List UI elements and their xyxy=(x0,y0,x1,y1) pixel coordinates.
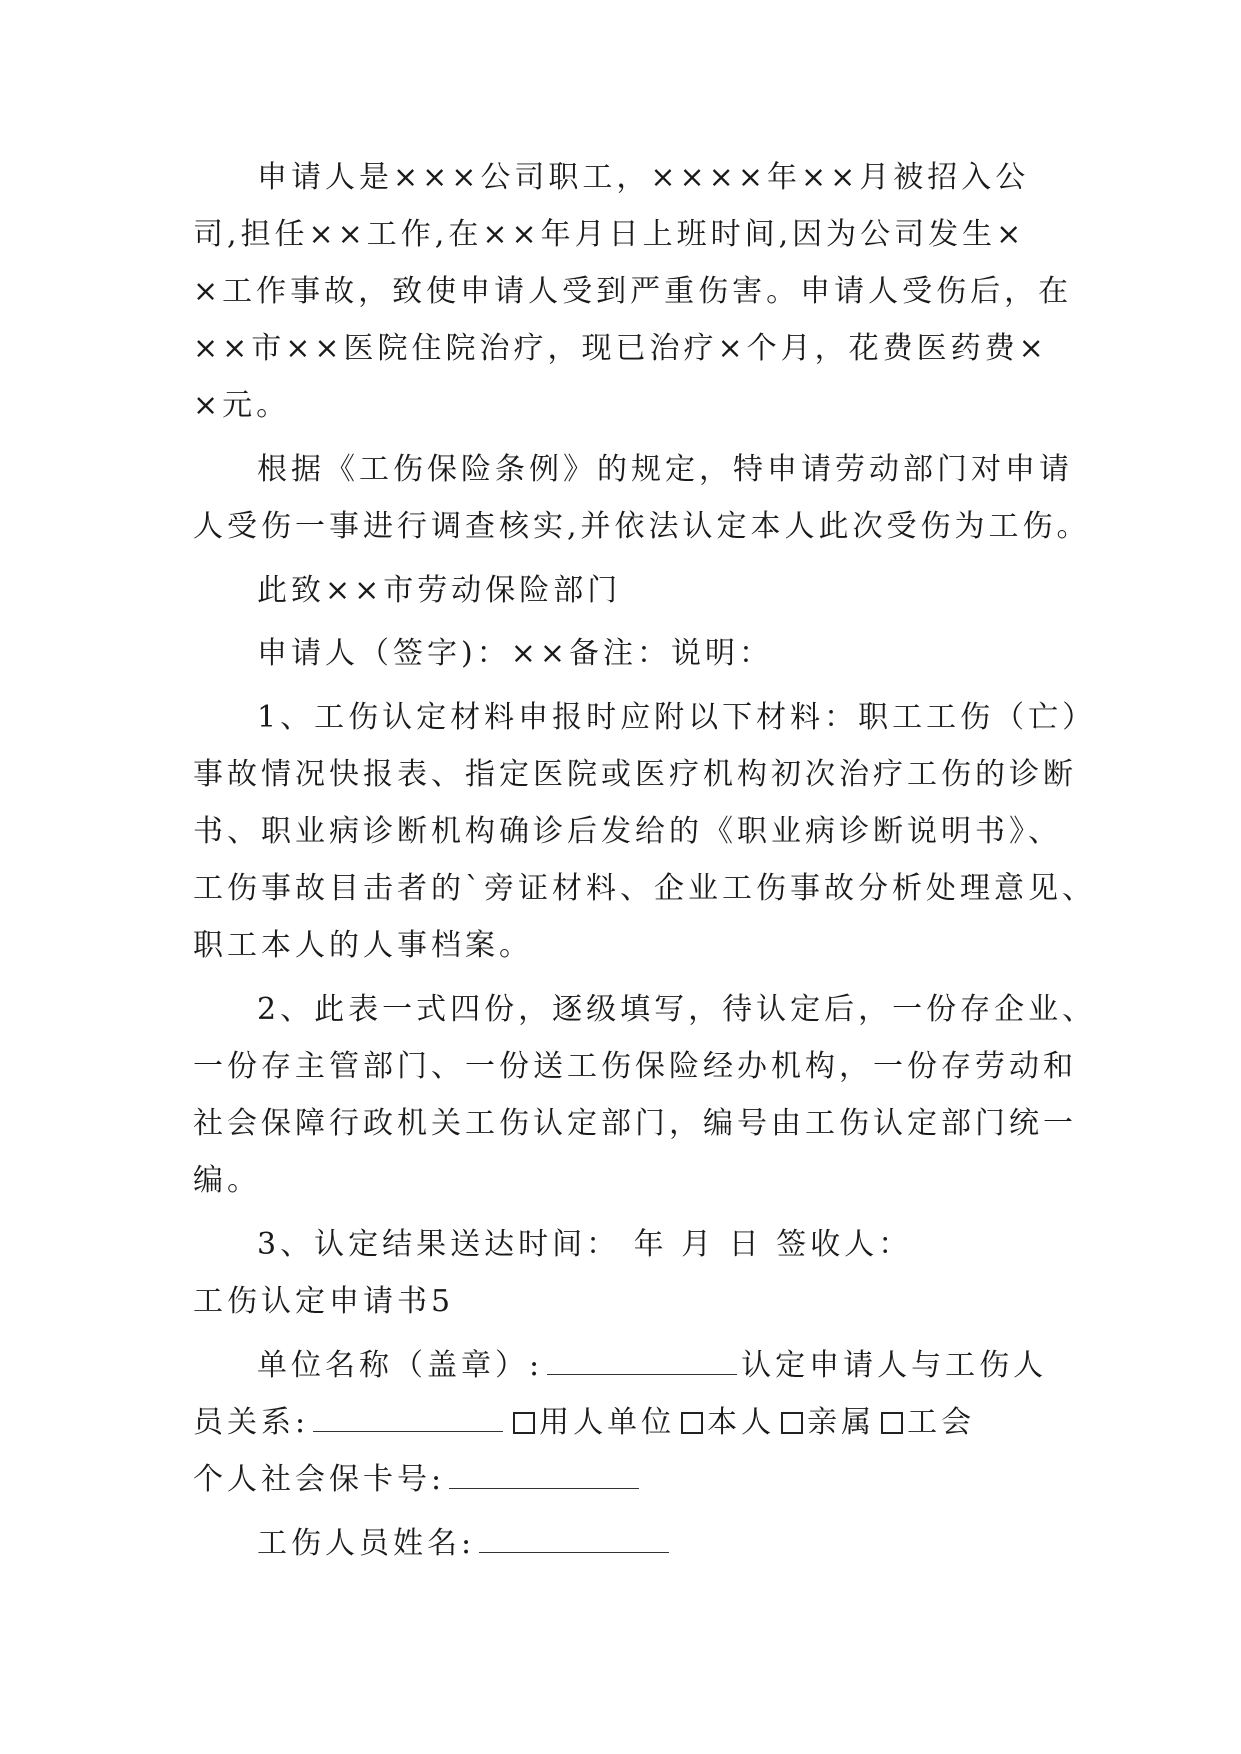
unit-name-row xyxy=(257,1346,1047,1386)
note-2-line-3: 社会保障行政机关工伤认定部门，编号由工伤认定部门统一 xyxy=(193,1106,1077,1141)
self-option-label: 本人 xyxy=(707,1405,776,1440)
paragraph-1-line-1: 申请人是×××公司职工，××××年××月被招入公 xyxy=(257,160,1030,195)
paragraph-1-line-2: 司,担任××工作,在××年月日上班时间,因为公司发生× xyxy=(193,217,1026,252)
relation-row xyxy=(193,1403,975,1443)
note-2-line-4: 编。 xyxy=(193,1163,261,1198)
injured-name-field[interactable] xyxy=(479,1526,669,1553)
note-1-line-3: 书、职业病诊断机构确诊后发给的《职业病诊断说明书》、 xyxy=(193,814,1062,849)
note-1-line-2: 事故情况快报表、指定医院或医疗机构初次治疗工伤的诊断 xyxy=(193,757,1077,792)
signature-line: 申请人（签字)：××备注：说明： xyxy=(257,636,773,671)
social-card-field[interactable] xyxy=(449,1462,639,1489)
relation-field[interactable] xyxy=(313,1405,503,1432)
paragraph-2-line-2: 人受伤一事进行调查核实,并依法认定本人此次受伤为工伤。 xyxy=(193,509,1091,544)
paragraph-1-line-5: ×元。 xyxy=(193,388,291,423)
note-1-line-5: 职工本人的人事档案。 xyxy=(193,928,533,963)
social-card-row xyxy=(193,1460,643,1500)
unit-name-label: 单位名称（盖章）: xyxy=(257,1348,544,1383)
note-2-line-2: 一份存主管部门、一份送工伤保险经办机构，一份存劳动和 xyxy=(193,1049,1077,1084)
union-option-label: 工会 xyxy=(907,1405,976,1440)
employer-option-label: 用人单位 xyxy=(539,1405,676,1440)
employer-checkbox[interactable] xyxy=(513,1412,535,1434)
relation-label-start: 认定申请人与工伤人 xyxy=(741,1348,1048,1383)
injured-name-row xyxy=(257,1524,673,1564)
section-title: 工伤认定申请书5 xyxy=(193,1284,455,1319)
unit-name-field[interactable] xyxy=(547,1348,737,1375)
paragraph-1-line-3: ×工作事故，致使申请人受到严重伤害。申请人受伤后，在 xyxy=(193,274,1073,309)
injured-name-label: 工伤人员姓名: xyxy=(257,1526,476,1561)
relation-label-end: 员关系: xyxy=(193,1405,310,1440)
salutation: 此致××市劳动保险部门 xyxy=(257,573,622,608)
social-card-label: 个人社会保卡号: xyxy=(193,1462,446,1497)
relative-option-label: 亲属 xyxy=(807,1405,876,1440)
paragraph-2-line-1: 根据《工伤保险条例》的规定，特申请劳动部门对申请 xyxy=(257,452,1073,487)
note-1-line-4: 工伤事故目击者的`旁证材料、企业工伤事故分析处理意见、 xyxy=(193,871,1096,906)
note-1-line-1: 1、工伤认定材料申报时应附以下材料：职工工伤（亡） xyxy=(257,700,1097,735)
note-3: 3、认定结果送达时间： 年 月 日 签收人： xyxy=(257,1227,913,1262)
self-checkbox[interactable] xyxy=(681,1412,703,1434)
union-checkbox[interactable] xyxy=(881,1412,903,1434)
note-2-line-1: 2、此表一式四份，逐级填写，待认定后，一份存企业、 xyxy=(257,992,1097,1027)
paragraph-1-line-4: ××市××医院住院治疗，现已治疗×个月，花费医药费× xyxy=(193,331,1048,366)
relative-checkbox[interactable] xyxy=(781,1412,803,1434)
